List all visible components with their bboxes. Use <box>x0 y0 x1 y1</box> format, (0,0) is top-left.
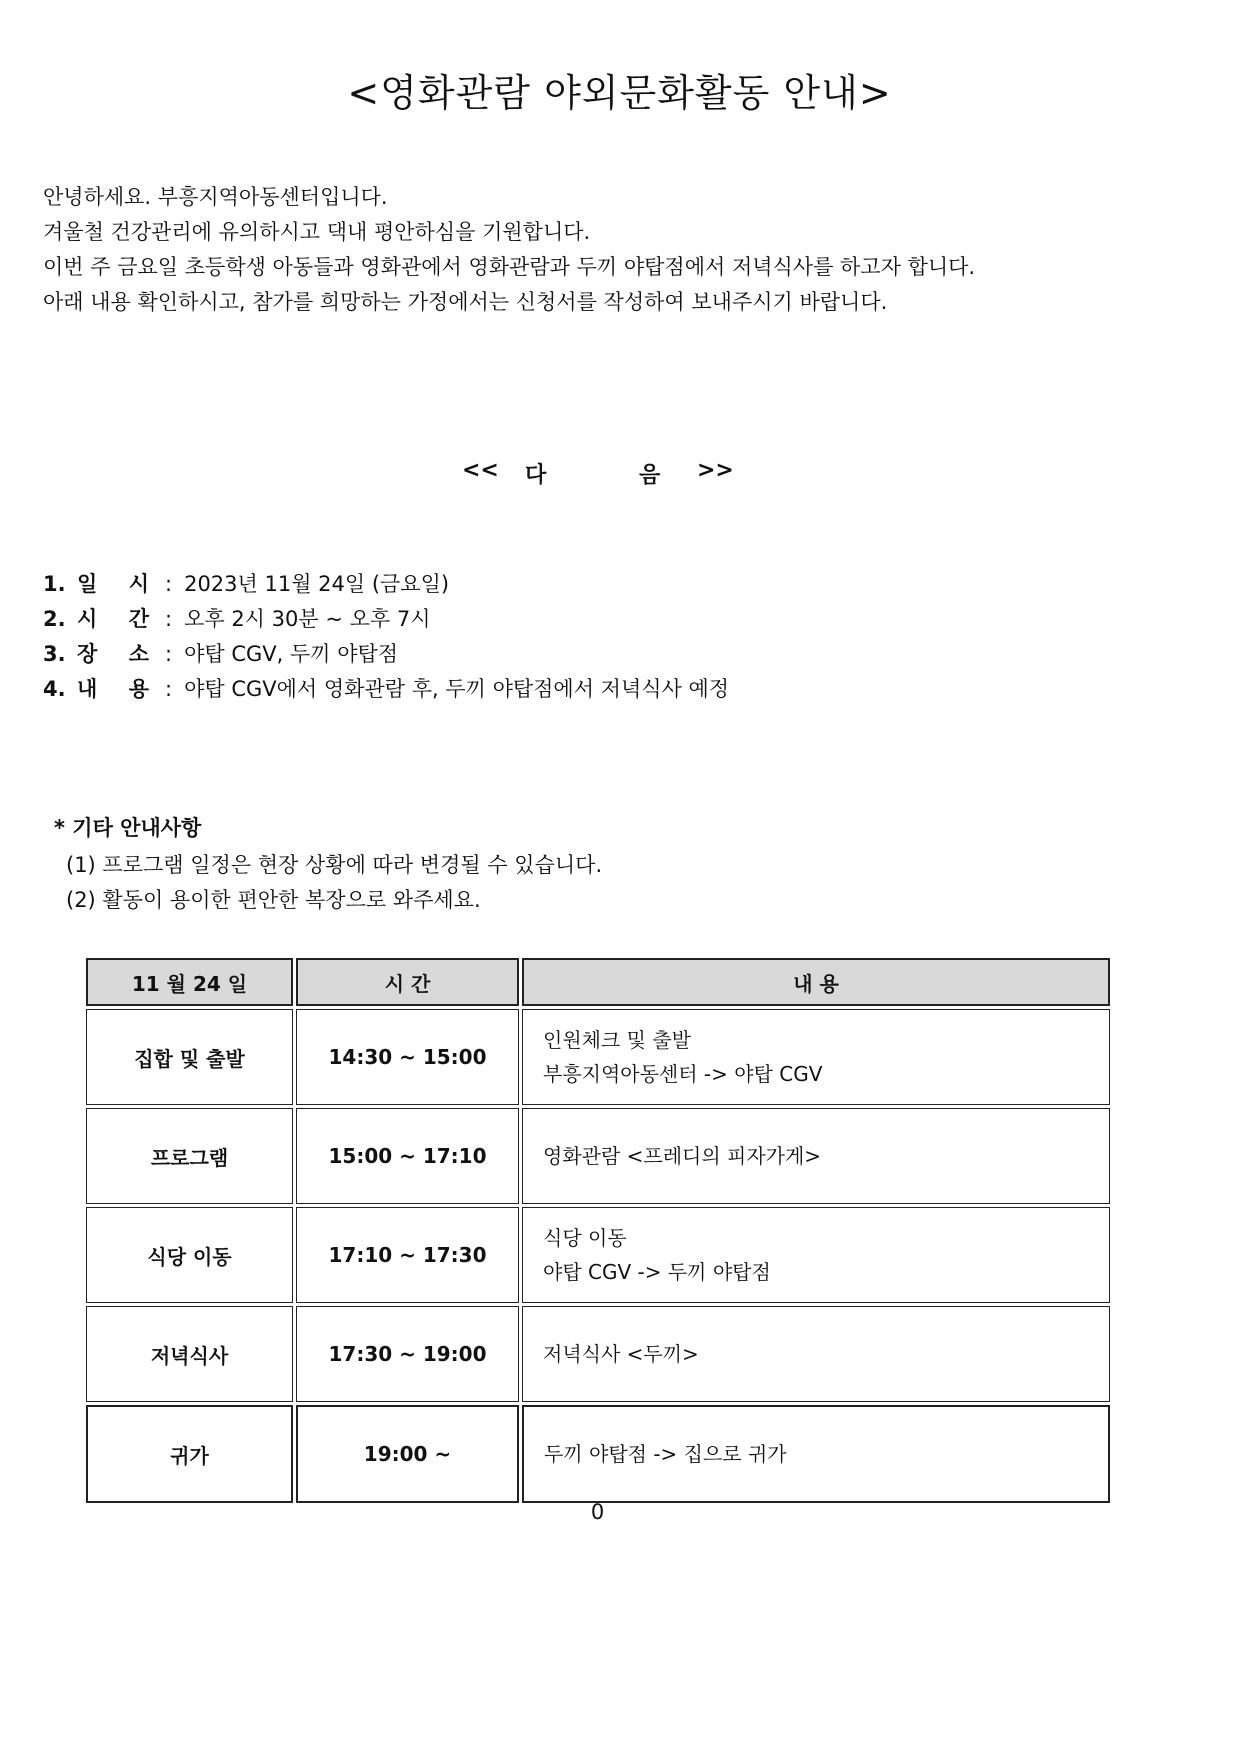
note-item: (2) 활동이 용이한 편안한 복장으로 와주세요. <box>66 888 481 912</box>
detail-colon: : <box>165 572 173 596</box>
row-time: 19:00 ~ <box>296 1405 519 1503</box>
detail-key-char: 소 <box>128 642 149 666</box>
detail-value: 2023년 11월 24일 (금요일) <box>184 572 450 596</box>
detail-colon: : <box>165 677 173 701</box>
header-date: 11 월 24 일 <box>86 958 293 1006</box>
table-row <box>86 1108 1110 1204</box>
detail-colon: : <box>165 607 173 631</box>
notes-title: * 기타 안내사항 <box>54 816 202 840</box>
header-content: 내 용 <box>522 958 1110 1006</box>
row-time: 14:30 ~ 15:00 <box>296 1009 519 1105</box>
heading-open-bracket: << <box>462 458 499 483</box>
note-item: (1) 프로그램 일정은 현장 상황에 따라 변경될 수 있습니다. <box>66 853 603 877</box>
detail-value: 야탑 CGV에서 영화관람 후, 두끼 야탑점에서 저녁식사 예정 <box>184 677 730 701</box>
document-title: <영화관람 야외문화활동 안내> <box>347 71 892 115</box>
row-label: 집합 및 출발 <box>86 1009 293 1105</box>
row-label: 프로그램 <box>86 1108 293 1204</box>
detail-row-place <box>43 638 1193 673</box>
detail-key-char: 일 <box>77 572 98 596</box>
heading-close-bracket: >> <box>697 458 734 483</box>
event-details <box>43 568 1193 708</box>
detail-key-char: 내 <box>77 677 98 701</box>
row-content-line: 저녁식사 <두끼> <box>543 1342 699 1366</box>
detail-number: 1. <box>43 572 66 596</box>
detail-key <box>77 673 149 703</box>
row-content <box>522 1207 1110 1303</box>
row-time: 17:10 ~ 17:30 <box>296 1207 519 1303</box>
row-time: 17:30 ~ 19:00 <box>296 1306 519 1402</box>
intro-paragraph <box>43 180 1203 320</box>
intro-line: 이번 주 금요일 초등학생 아동들과 영화관에서 영화관람과 두끼 야탑점에서 저녁식사를 하고자 합니다. <box>43 255 976 279</box>
row-content <box>522 1009 1110 1105</box>
intro-line: 아래 내용 확인하시고, 참가를 희망하는 가정에서는 신청서를 작성하여 보내주시기 바랍니다. <box>43 290 888 314</box>
heading-char-1: 다 <box>525 463 547 488</box>
header-time: 시 간 <box>296 958 519 1006</box>
row-label: 저녁식사 <box>86 1306 293 1402</box>
table-row <box>86 1009 1110 1105</box>
row-content-line: 영화관람 <프레디의 피자가게> <box>543 1144 822 1168</box>
row-label: 귀가 <box>86 1405 293 1503</box>
schedule-header-row <box>86 958 1110 1006</box>
detail-number: 3. <box>43 642 66 666</box>
detail-row-date <box>43 568 1193 603</box>
detail-key-char: 장 <box>77 642 98 666</box>
detail-value: 오후 2시 30분 ~ 오후 7시 <box>184 607 431 631</box>
row-label: 식당 이동 <box>86 1207 293 1303</box>
row-content-line: 인원체크 및 출발 <box>543 1028 691 1052</box>
page-number: 0 <box>590 1500 605 1524</box>
detail-key <box>77 603 149 633</box>
detail-key <box>77 568 149 598</box>
detail-key <box>77 638 149 668</box>
detail-key-char: 시 <box>128 572 149 596</box>
notes-list <box>66 848 602 918</box>
row-content <box>522 1405 1110 1503</box>
detail-row-content <box>43 673 1193 708</box>
row-content <box>522 1108 1110 1204</box>
row-content <box>522 1306 1110 1402</box>
schedule-table <box>83 955 1113 1506</box>
row-content-line: 두끼 야탑점 -> 집으로 귀가 <box>544 1442 787 1466</box>
detail-number: 4. <box>43 677 66 701</box>
table-row <box>86 1405 1110 1503</box>
detail-value: 야탑 CGV, 두끼 야탑점 <box>184 642 399 666</box>
detail-key-char: 용 <box>128 677 149 701</box>
row-time: 15:00 ~ 17:10 <box>296 1108 519 1204</box>
intro-line: 겨울철 건강관리에 유의하시고 댁내 평안하심을 기원합니다. <box>43 220 591 244</box>
table-row <box>86 1207 1110 1303</box>
detail-number: 2. <box>43 607 66 631</box>
detail-key-char: 간 <box>128 607 149 631</box>
row-content-line: 부흥지역아동센터 -> 야탑 CGV <box>543 1062 823 1086</box>
row-content-line: 식당 이동 <box>543 1226 627 1250</box>
detail-row-time <box>43 603 1193 638</box>
intro-line: 안녕하세요. 부흥지역아동센터입니다. <box>43 185 388 209</box>
detail-key-char: 시 <box>77 607 98 631</box>
row-content-line: 야탑 CGV -> 두끼 야탑점 <box>543 1260 771 1284</box>
detail-colon: : <box>165 642 173 666</box>
table-row <box>86 1306 1110 1402</box>
heading-char-2: 음 <box>639 463 661 488</box>
